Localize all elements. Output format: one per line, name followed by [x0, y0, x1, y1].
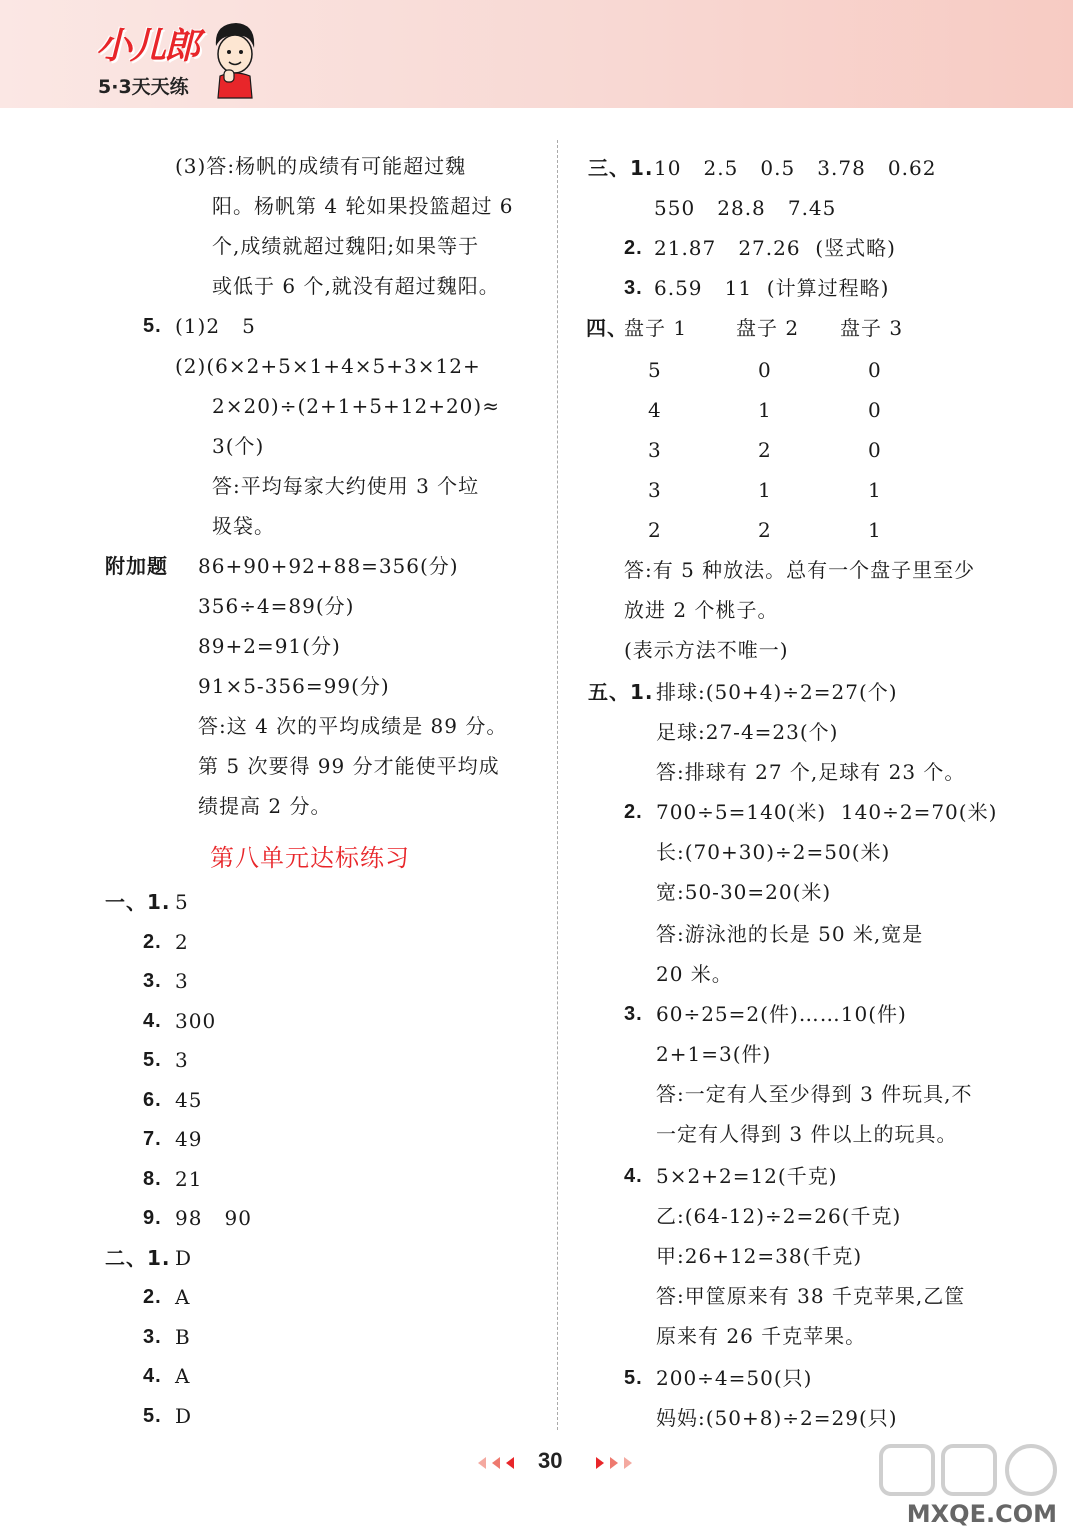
answer-line: 一定有人得到 3 件以上的玩具。: [656, 1122, 958, 1146]
plates-cell: 3: [648, 478, 662, 502]
answer-line: 60÷25=2(件)……10(件): [656, 1002, 907, 1026]
item-label: 五、1.: [588, 680, 654, 704]
answer-line: 阳。杨帆第 4 轮如果投篮超过 6: [212, 194, 514, 218]
brand-logo: [92, 18, 262, 102]
answer-line: 21.87 27.26 (竖式略): [654, 236, 896, 260]
answer-line: 200÷4=50(只): [656, 1366, 813, 1390]
next-arrow-icon: [596, 1457, 604, 1469]
answer-line: 排球:(50+4)÷2=27(个): [656, 680, 898, 704]
item-label: 3.: [143, 970, 162, 992]
item-label: 8.: [143, 1167, 162, 1190]
item-label: 6.: [143, 1088, 162, 1111]
answer-line: D: [175, 1403, 193, 1428]
plates-cell: 4: [648, 398, 662, 422]
answer-line: 356÷4=89(分): [198, 594, 355, 618]
answer-line: 原来有 26 千克苹果。: [656, 1324, 867, 1348]
logo-subtitle: 5·3天天练: [98, 76, 189, 98]
plates-cell: 1: [758, 398, 772, 422]
answer-line: 550 28.8 7.45: [654, 196, 837, 220]
answer-line: 答:这 4 次的平均成绩是 89 分。: [198, 714, 508, 738]
answer-line: 宽:50-30=20(米): [656, 880, 832, 904]
item-label: 7.: [143, 1128, 162, 1150]
answer-line: 98 90: [175, 1206, 252, 1230]
item-label: 3.: [624, 1003, 643, 1025]
item-label: 5.: [143, 1404, 162, 1427]
answer-line: 3: [175, 1048, 189, 1072]
answer-line: 2×20)÷(2+1+5+12+20)≈: [212, 394, 500, 418]
page-footer: [478, 1448, 648, 1482]
item-label: 附加题: [105, 554, 168, 578]
answer-line: (2)(6×2+5×1+4×5+3×12+: [175, 354, 481, 378]
answer-line: (表示方法不唯一): [624, 638, 789, 662]
plates-cell: 1: [868, 518, 882, 542]
prev-arrow-icon: [478, 1457, 486, 1469]
answer-line: 5: [175, 890, 189, 914]
page-header: [0, 0, 1073, 108]
answer-line: 86+90+92+88=356(分): [198, 554, 459, 578]
plates-cell: 3: [648, 438, 662, 462]
plates-cell: 1: [868, 478, 882, 502]
next-arrow-icon: [610, 1457, 618, 1469]
plates-header: 盘子 1: [624, 316, 688, 340]
answer-line: 答:平均每家大约使用 3 个垃: [212, 474, 480, 498]
answer-line: (3)答:杨帆的成绩有可能超过魏: [175, 154, 467, 178]
plates-cell: 0: [758, 358, 772, 382]
answer-line: 绩提高 2 分。: [198, 794, 332, 818]
answer-line: 3: [175, 969, 189, 993]
answer-line: (1)2 5: [175, 314, 256, 338]
answer-line: B: [175, 1324, 191, 1349]
page-number: 30: [538, 1448, 563, 1473]
item-label: 2.: [624, 237, 643, 259]
answer-line: 45: [175, 1087, 203, 1112]
item-label: 三、1.: [588, 156, 654, 180]
answer-line: 妈妈:(50+8)÷2=29(只): [656, 1406, 898, 1430]
answer-line: 3(个): [212, 434, 265, 458]
answer-line: 个,成绩就超过魏阳;如果等于: [212, 234, 480, 258]
item-label: 4.: [143, 1009, 162, 1032]
prev-arrow-icon: [492, 1457, 500, 1469]
item-label: 二、1.: [105, 1245, 171, 1270]
answer-line: 甲:26+12=38(千克): [656, 1244, 863, 1268]
answer-line: 答:游泳池的长是 50 米,宽是: [656, 922, 924, 946]
plates-cell: 0: [868, 358, 882, 382]
answer-line: 700÷5=140(米) 140÷2=70(米): [656, 800, 998, 824]
watermark-text: MXQE.COM: [906, 1500, 1057, 1528]
answer-line: 89+2=91(分): [198, 634, 341, 658]
item-label: 5.: [143, 315, 162, 337]
answer-line: 10 2.5 0.5 3.78 0.62: [654, 156, 937, 180]
boy-mascot-icon: [210, 20, 260, 100]
answer-line: 放进 2 个桃子。: [624, 598, 779, 622]
logo-title: 小儿郎: [96, 26, 199, 67]
plates-cell: 0: [868, 438, 882, 462]
answer-line: 300: [175, 1008, 217, 1033]
plates-cell: 2: [648, 518, 662, 542]
plates-cell: 0: [868, 398, 882, 422]
plates-cell: 1: [758, 478, 772, 502]
answer-line: 长:(70+30)÷2=50(米): [656, 840, 891, 864]
answer-line: 21: [175, 1166, 203, 1191]
answer-line: 或低于 6 个,就没有超过魏阳。: [212, 274, 500, 298]
item-label: 3.: [624, 277, 643, 299]
answer-line: 5×2+2=12(千克): [656, 1164, 838, 1188]
answer-line: A: [175, 1364, 191, 1388]
answer-line: 答:排球有 27 个,足球有 23 个。: [656, 760, 966, 784]
item-label: 4.: [624, 1165, 643, 1187]
item-label: 四、: [586, 316, 628, 340]
answer-line: 49: [175, 1127, 203, 1151]
next-arrow-icon: [624, 1457, 632, 1469]
item-label: 2.: [143, 1286, 162, 1308]
item-label: 一、1.: [105, 890, 171, 914]
item-label: 9.: [143, 1207, 162, 1229]
prev-arrow-icon: [506, 1457, 514, 1469]
section-title: 第八单元达标练习: [210, 844, 410, 872]
answer-line: D: [175, 1245, 193, 1270]
answer-line: 答:甲筐原来有 38 千克苹果,乙筐: [656, 1284, 966, 1308]
answer-line: 6.59 11 (计算过程略): [654, 276, 890, 300]
item-label: 2.: [624, 801, 643, 823]
answer-line: 答:有 5 种放法。总有一个盘子里至少: [624, 558, 976, 582]
plates-header: 盘子 3: [840, 316, 904, 340]
answer-line: 足球:27-4=23(个): [656, 720, 839, 744]
item-label: 5.: [624, 1367, 643, 1389]
plates-cell: 2: [758, 438, 772, 462]
answer-line: 乙:(64-12)÷2=26(千克): [656, 1204, 902, 1228]
plates-cell: 5: [648, 358, 662, 382]
item-label: 4.: [143, 1365, 162, 1387]
plates-header: 盘子 2: [736, 316, 800, 340]
answer-line: A: [175, 1285, 191, 1309]
plates-cell: 2: [758, 518, 772, 542]
answer-line: 圾袋。: [212, 514, 275, 538]
item-label: 2.: [143, 930, 162, 953]
answer-line: 91×5-356=99(分): [198, 674, 390, 698]
answer-line: 2+1=3(件): [656, 1042, 772, 1066]
item-label: 3.: [143, 1325, 162, 1348]
answer-line: 答:一定有人至少得到 3 件玩具,不: [656, 1082, 973, 1106]
answer-line: 2: [175, 929, 189, 954]
column-divider: [557, 140, 558, 1430]
answer-line: 20 米。: [656, 962, 733, 986]
item-label: 5.: [143, 1049, 162, 1071]
answer-line: 第 5 次要得 99 分才能使平均成: [198, 754, 500, 778]
